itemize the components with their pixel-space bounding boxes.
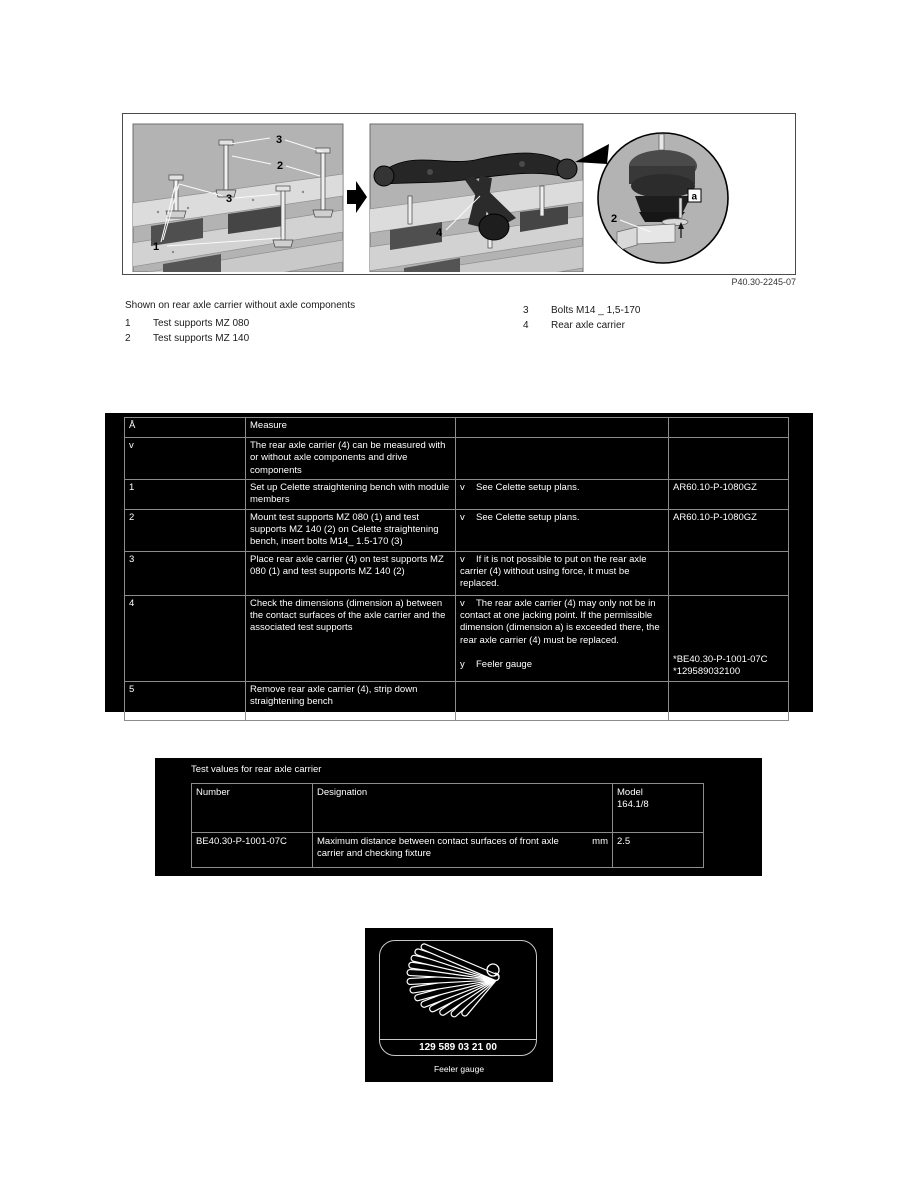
legend-text: Test supports MZ 080 [153,318,250,329]
row-measure: Check the dimensions (dimension a) between the contact surfaces of the axle carrier and the associated test supports [246,595,456,681]
code-line: *129589032100 [673,666,741,678]
row-measure: Remove rear axle carrier (4), strip down straightening bench [246,681,456,720]
header-code [669,418,789,438]
row-measure: The rear axle carrier (4) can be measured with or without axle components and drive components [246,438,456,480]
row-num: 1 [125,480,246,510]
illustration-svg [123,114,795,272]
row-measure: Place rear axle carrier (4) on test supports MZ 080 (1) and test supports MZ 140 (2) [246,551,456,595]
header-model [613,784,704,833]
label-3-mid: 3 [226,193,233,205]
header-number: Number [192,784,313,833]
procedure-table-block [105,413,813,712]
value-model: 2.5 [613,833,704,868]
legend-text: Rear axle carrier [551,320,625,331]
table-row [125,480,789,510]
step-arrow-icon [347,181,367,213]
row-code [669,551,789,595]
note-text: See Celette setup plans. [476,511,580,523]
legend-text: Test supports MZ 140 [153,333,250,344]
test-values-block [155,758,762,876]
legend-num: 4 [523,320,529,331]
table-row [125,595,789,681]
row-code: AR60.10-P-1080GZ [669,509,789,551]
header-designation: Designation [313,784,613,833]
panel-bench-with-carrier [362,124,583,272]
procedure-table [124,417,789,721]
row-num: 5 [125,681,246,720]
note-line [460,598,664,647]
row-code [669,681,789,720]
row-num: 2 [125,509,246,551]
note-line [460,659,664,671]
row-num: 4 [125,595,246,681]
row-measure: Mount test supports MZ 080 (1) and test supports MZ 140 (2) on Celette straightening bench, insert bolts M14_ 1.5-170 (3) [246,509,456,551]
note-bullet: v [460,482,465,494]
legend-num: 2 [125,333,131,344]
row-code: AR60.10-P-1080GZ [669,480,789,510]
code-line: *BE40.30-P-1001-07C [673,654,768,666]
value-number: BE40.30-P-1001-07C [192,833,313,868]
label-2: 2 [277,160,284,172]
detail-circle [598,133,728,263]
row-note [456,509,669,551]
note-text: If it is not possible to put on the rear axle carrier (4) without using force, it must be replaced. [460,553,647,590]
legend-caption: Shown on rear axle carrier without axle components [125,300,356,311]
legend-text: Bolts M14 _ 1,5-170 [551,305,641,316]
table-row [125,551,789,595]
test-values-title: Test values for rear axle carrier [191,764,322,775]
table-row [125,438,789,480]
legend-item [523,305,641,316]
label-4: 4 [436,227,443,239]
note-bullet: v [460,597,465,609]
table-header-row [192,784,704,833]
note-text: The rear axle carrier (4) may only not be in contact at one jacking point. If the permissible dimension (dimension a) is exceeded there, the rear axle carrier (4) must be replaced. [460,597,660,646]
row-num: v [125,438,246,480]
legend-num: 1 [125,318,131,329]
row-code [669,438,789,480]
label-1: 1 [153,241,160,253]
header-symbol: Å [125,418,246,438]
designation-text: Maximum distance between contact surfaces of front axle carrier and checking fixture [317,836,559,860]
axle-carrier-illustration [122,113,796,275]
legend-num: 3 [523,305,529,316]
unit-label: mm [592,836,608,847]
legend-item [523,320,625,331]
table-row [125,681,789,720]
note-bullet: v [460,511,465,523]
feeler-gauge-frame [379,940,537,1056]
model-line: Model [617,787,643,798]
row-note [456,480,669,510]
note-bullet: v [460,553,465,565]
value-designation [313,833,613,868]
feeler-caption: Feeler gauge [433,1064,485,1074]
header-measure: Measure [246,418,456,438]
table-row [125,509,789,551]
row-note [456,551,669,595]
row-num: 3 [125,551,246,595]
feeler-part-number: 129 589 03 21 00 [380,1039,536,1055]
panel-bench-empty [125,124,343,272]
legend-item [125,333,249,344]
label-2-detail: 2 [611,213,618,225]
feeler-gauge-icon [380,941,536,1039]
row-measure: Set up Celette straightening bench with module members [246,480,456,510]
note-text: See Celette setup plans. [476,482,580,494]
feeler-gauge-figure [365,928,553,1082]
row-note [456,438,669,480]
table-row [192,833,704,868]
legend-item [125,318,249,329]
note-text: Feeler gauge [476,659,532,671]
header-note [456,418,669,438]
model-line: 164.1/8 [617,799,649,811]
test-values-table [191,783,704,868]
row-note [456,681,669,720]
row-code [669,595,789,681]
figure-code: P40.30-2245-07 [731,277,796,287]
label-a: a [691,191,698,203]
table-header-row [125,418,789,438]
note-bullet: y [460,659,465,671]
row-note [456,595,669,681]
label-3-top: 3 [276,134,283,146]
